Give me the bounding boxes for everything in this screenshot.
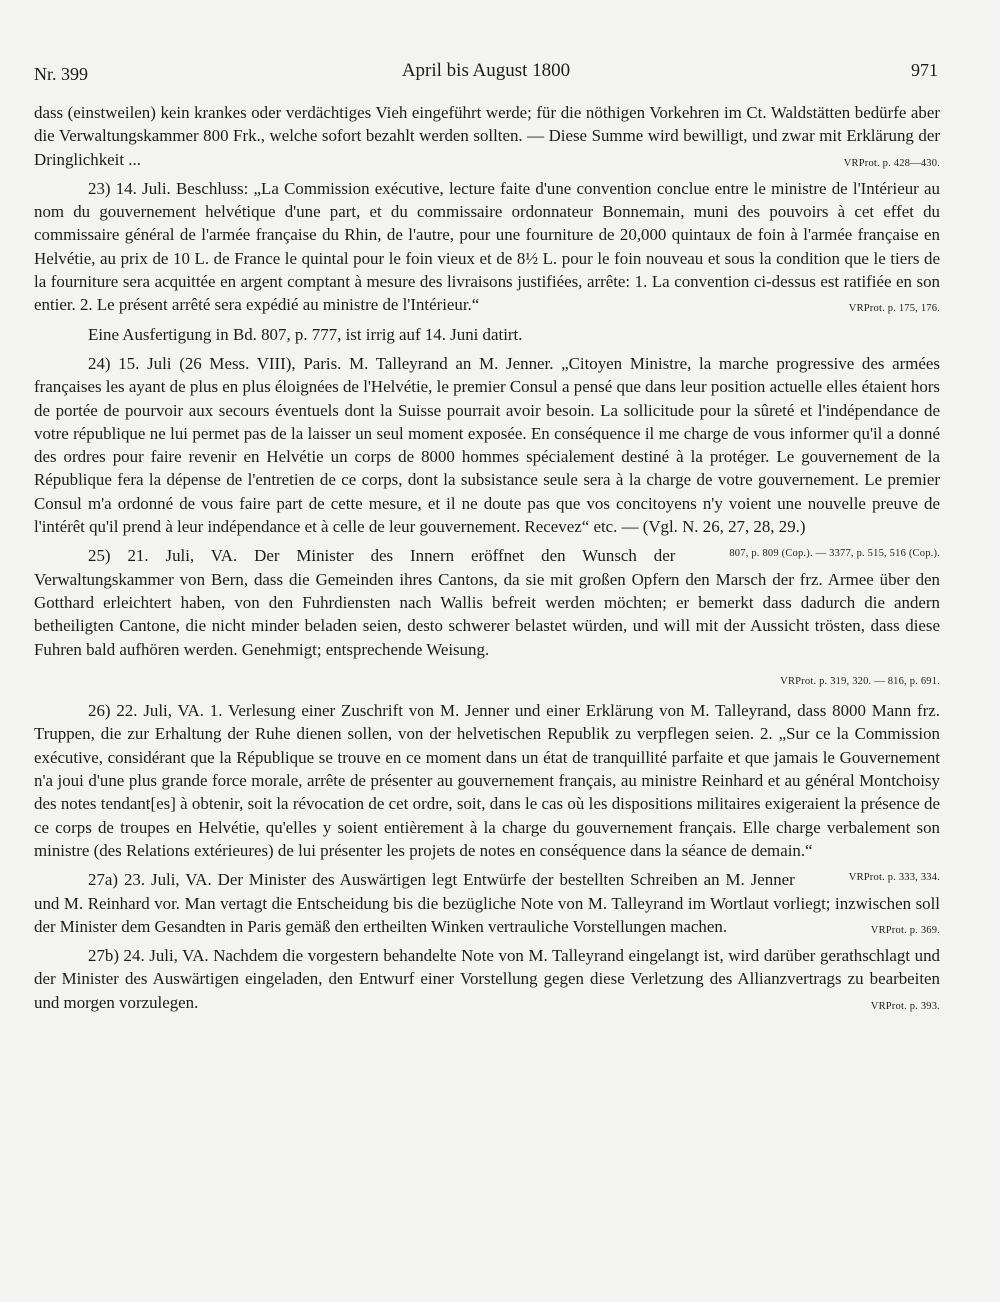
paragraph-entry-24 bbox=[34, 352, 940, 560]
source-reference: VRProt. p. 428—430. bbox=[843, 157, 940, 169]
paragraph-text: 25) 21. Juli, VA. Der Minister des Innern eröffnet den Wunsch der Verwaltungskammer von Bern, dass die Gemeinden ihres Cantons, da sie mit großen Opfern den Marsch der frz. Armee über den Gotthard erleichtert haben, von den Fuhrdiensten nach Wallis befreit werden möchten; er bemerkt dass dadurch die andern betheiligten Cantone, die nicht minder beladen seien, desto schwerer belastet würden, und will mit der Aussicht trösten, dass diese Fuhren bald aufhören werden. Genehmigt; entsprechende Weisung. bbox=[34, 546, 940, 659]
paragraph-text: dass (einstweilen) kein krankes oder verdächtiges Vieh eingeführt werde; für die nöthigen Vorkehren im Ct. Waldstätten bedürfe aber die Verwaltungskammer 800 Frk., welche sofort bezahlt werden sollten. — Diese Summe wird bewilligt, und zwar mit Erklärung der Dringlichkeit ... bbox=[34, 103, 940, 169]
source-reference: VRProt. p. 369. bbox=[870, 924, 940, 936]
running-title: April bis August 1800 bbox=[401, 60, 571, 81]
paragraph-text: 27a) 23. Juli, VA. Der Minister des Auswärtigen legt Entwürfe der bestellten Schreiben an M. Jenner und M. Reinhard vor. Man vertagt die Entscheidung bis die bezügliche Note von M. Talleyrand im Wortlaut vorliegt; inzwischen soll der Minister dem Gesandten in Paris gemäß den ertheilten Winken vertrauliche Vorstellungen machen. bbox=[34, 870, 940, 936]
paragraph-text: 24) 15. Juli (26 Mess. VIII), Paris. M. Talleyrand an M. Jenner. „Citoyen Ministre, la marche progressive des armées françaises les ayant de plus en plus éloignées de l'Helvétie, le premier Consul a pensé que dans leur position actuelle elles étaient hors de portée de pourvoir aux secours éventuels dont la Suisse pourrait avoir besoin. La sollicitude pour la sûreté et l'indépendance de votre république ne lui permet pas de la laisser un seul moment exposée. En conséquence il me charge de vous informer qu'il a donné des ordres pour faire revenir en Helvétie un corps de 8000 hommes spécialement destiné à la protéger. Le gouvernement de la République fera la dépense de l'entretien de ce corps, dont la subsistance seule sera à la charge de votre gouvernement. Le premier Consul m'a ordonné de vous faire part de cette mesure, et il ne doute pas que vos concitoyens n'y voient une nouvelle preuve de l'intérêt qu'il prend à leur indépendance et à celle de leur gouvernement. Recevez“ etc. — (Vgl. N. 26, 27, 28, 29.) bbox=[34, 353, 940, 537]
source-reference: 807, p. 809 (Cop.). — 3377, p. 515, 516 (Cop.). bbox=[729, 548, 940, 560]
paragraph-text: 23) 14. Juli. Beschluss: „La Commission exécutive, lecture faite d'une convention conclue entre le ministre de l'Intérieur au nom du gouvernement helvétique d'une part, et du commissaire ordonnateur Bonnemain, muni des pouvoirs à cet effet du commissaire général de l'armée française du Rhin, de l'autre, pour une fourniture de 20,000 quintaux de foin à l'armée française en Helvétie, au prix de 10 L. de France le quintal pour le foin vieux et de 8½ L. pour le foin nouveau et sous la condition que le tiers de la fourniture sera acquittée en argent comptant à mesure des livraisons justifiées, arrête: 1. La convention ci-dessus est ratifiée en son entier. 2. Le présent arrêté sera expédié au ministre de l'Intérieur.“ bbox=[34, 178, 940, 315]
paragraph-text: 26) 22. Juli, VA. 1. Verlesung einer Zuschrift von M. Jenner und einer Erklärung von M. Talleyrand, dass 8000 Mann frz. Truppen, die zur Erhaltung der Ruhe dienen sollen, von der helvetischen Republik zu verpflegen seien. 2. „Sur ce la Commission exécutive, considérant que la République se trouve en ce moment dans un état de tranquillité parfaite et que jamais le Gouvernement n'a joui d'une plus grande force morale, arrête de présenter au gouvernement français, au ministre Reinhard et au général Montchoisy des notes tendant[es] à obtenir, soit la révocation de cet ordre, soit, dans le cas où les dispositions militaires exigeraient la présence de ce corps de troupes en Helvétie, qu'elles y soient entièrement à la charge du gouvernement français. Elle charge verbalement son ministre (des Relations extérieures) de lui présenter les projets de notes en conséquence dans la séance de demain.“ bbox=[34, 701, 940, 860]
page-header bbox=[34, 60, 938, 90]
page-body bbox=[34, 101, 940, 1020]
paragraph-continuation bbox=[34, 101, 940, 171]
source-reference: VRProt. p. 175, 176. bbox=[848, 303, 940, 315]
document-number: Nr. 399 bbox=[34, 64, 88, 84]
paragraph-text: 27b) 24. Juli, VA. Nachdem die vorgestern behandelte Note von M. Talleyrand eingelangt ist, wird darüber gerathschlagt und der Minister des Auswärtigen eingeladen, den Entwurf einer Vorstellung gegen diese Verletzung des Allianzvertrags zu bearbeiten und morgen vorzulegen. bbox=[34, 946, 940, 1012]
paragraph-entry-26 bbox=[34, 699, 940, 884]
source-reference-line bbox=[34, 667, 940, 693]
paragraph-note bbox=[34, 323, 940, 346]
paragraph-text: Eine Ausfertigung in Bd. 807, p. 777, ist irrig auf 14. Juni datirt. bbox=[88, 324, 523, 344]
paragraph-entry-23 bbox=[34, 177, 940, 317]
source-reference: VRProt. p. 393. bbox=[870, 1000, 940, 1012]
page-number: 971 bbox=[911, 60, 938, 80]
source-reference: VRProt. p. 333, 334. bbox=[848, 872, 940, 884]
source-reference: VRProt. p. 319, 320. — 816, p. 691. bbox=[780, 675, 940, 687]
paragraph-entry-27b bbox=[34, 944, 940, 1014]
